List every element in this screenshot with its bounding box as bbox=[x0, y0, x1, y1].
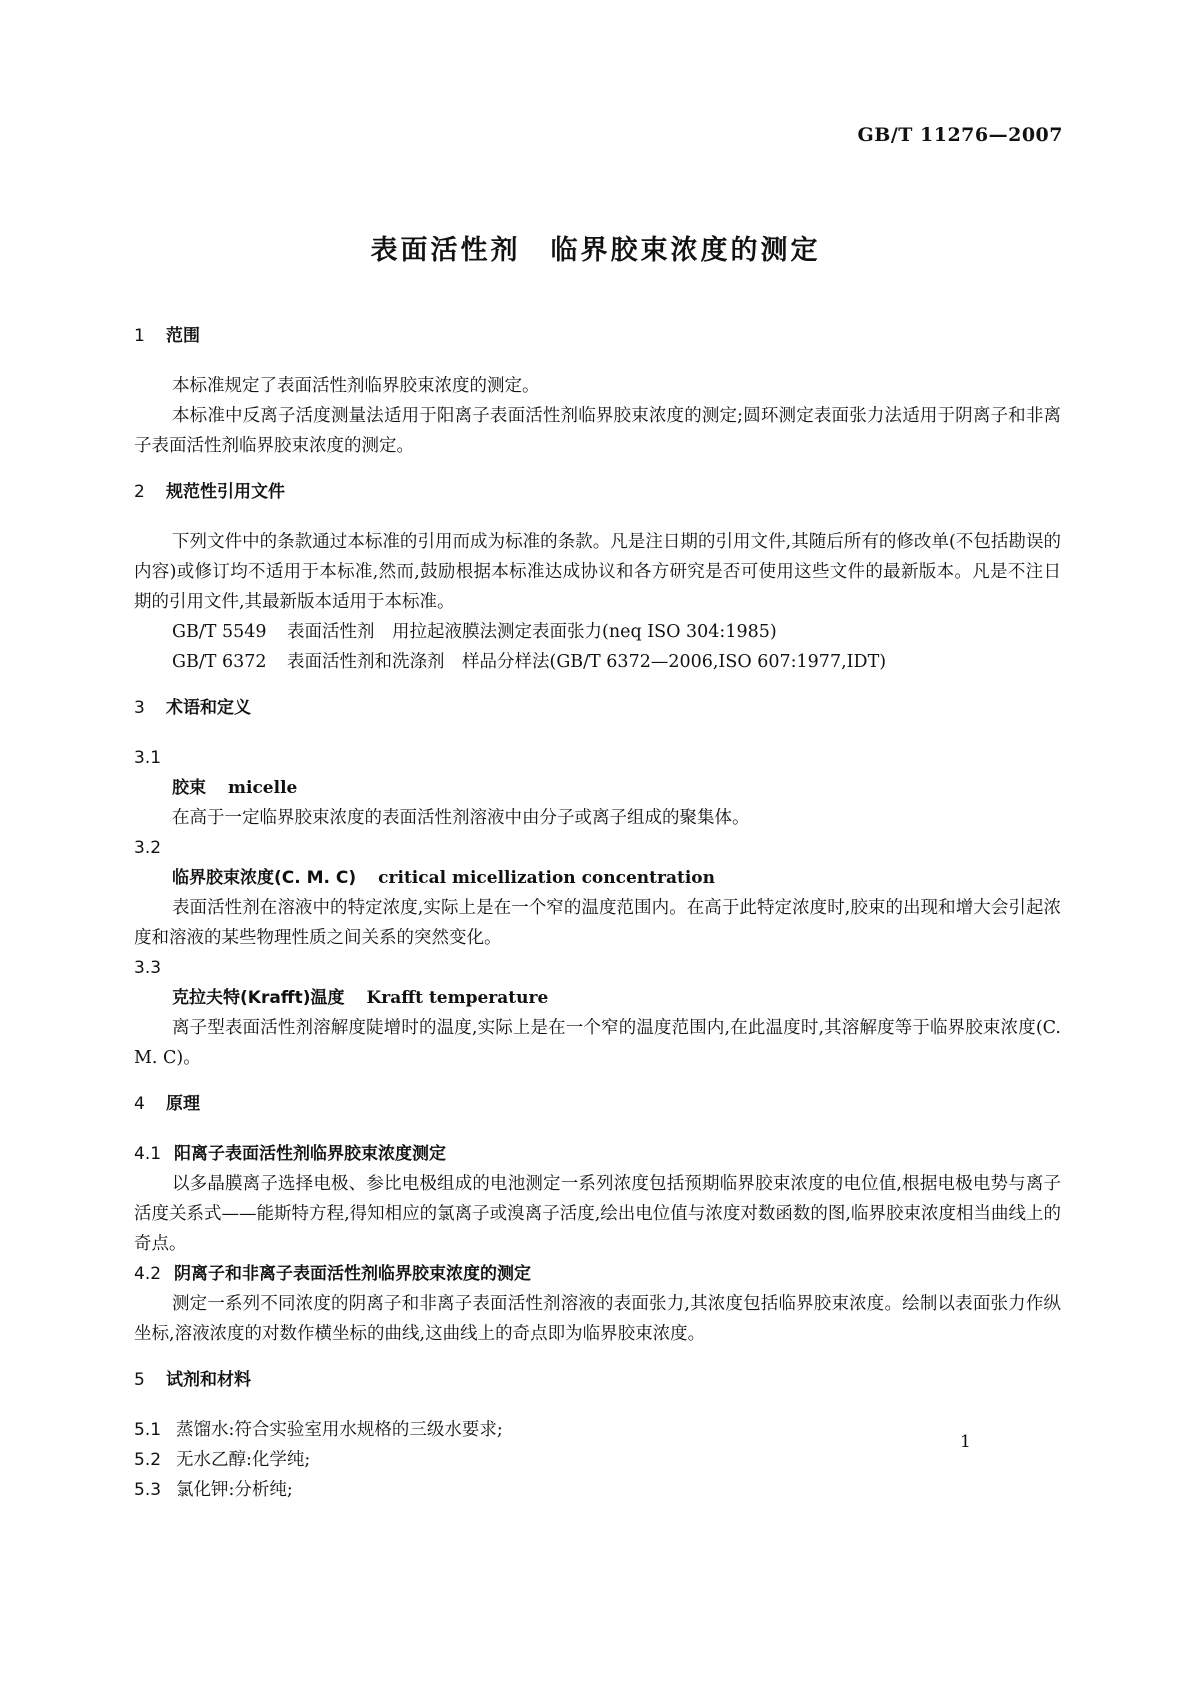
term-definition: 离子型表面活性剂溶解度陡增时的温度,实际上是在一个窄的温度范围内,在此温度时,其溶解度等于临界胶束浓度(C. M. C)。 bbox=[134, 1018, 1061, 1068]
section-3-heading: 3 术语和定义 bbox=[134, 698, 251, 718]
term-definition: 表面活性剂在溶液中的特定浓度,实际上是在一个窄的温度范围内。在高于此特定浓度时,胶束的出现和增大会引起浓度和溶液的某些物理性质之间关系的突然变化。 bbox=[134, 898, 1061, 948]
document-body bbox=[134, 323, 1061, 1505]
term-heading: 克拉夫特(Krafft)温度 Krafft temperature bbox=[172, 988, 549, 1008]
subsection-text: 以多晶膜离子选择电极、参比电极组成的电池测定一系列浓度包括预期临界胶束浓度的电位值,根据电极电势与离子活度关系式——能斯特方程,得知相应的氯离子或溴离子活度,绘出电位值与浓度对数函数的图,临界胶束浓度相当曲线上的奇点。 bbox=[134, 1174, 1061, 1254]
subsection-heading: 4.1 阳离子表面活性剂临界胶束浓度测定 bbox=[134, 1144, 446, 1164]
list-item: 5.2 无水乙醇:化学纯; bbox=[134, 1450, 311, 1470]
term-heading: 胶束 micelle bbox=[172, 778, 298, 798]
term-heading: 临界胶束浓度(C. M. C) critical micellization concentration bbox=[172, 868, 715, 888]
normative-reference: GB/T 5549 表面活性剂 用拉起液膜法测定表面张力(neq ISO 304:1985) bbox=[172, 622, 777, 642]
normative-reference: GB/T 6372 表面活性剂和洗涤剂 样品分样法(GB/T 6372—2006,ISO 607:1977,IDT) bbox=[172, 652, 887, 672]
term-definition: 在高于一定临界胶束浓度的表面活性剂溶液中由分子或离子组成的聚集体。 bbox=[172, 808, 750, 828]
document-title: 表面活性剂 临界胶束浓度的测定 bbox=[370, 235, 821, 266]
term-number: 3.3 bbox=[134, 958, 162, 978]
section-1-para-1: 本标准规定了表面活性剂临界胶束浓度的测定。 bbox=[172, 376, 540, 396]
list-item: 5.1 蒸馏水:符合实验室用水规格的三级水要求; bbox=[134, 1420, 503, 1440]
subsection-text: 测定一系列不同浓度的阴离子和非离子表面活性剂溶液的表面张力,其浓度包括临界胶束浓度。绘制以表面张力作纵坐标,溶液浓度的对数作横坐标的曲线,这曲线上的奇点即为临界胶束浓度。 bbox=[134, 1294, 1061, 1344]
page-number: 1 bbox=[960, 1432, 971, 1452]
section-2-para-1: 下列文件中的条款通过本标准的引用而成为标准的条款。凡是注日期的引用文件,其随后所有的修改单(不包括勘误的内容)或修订均不适用于本标准,然而,鼓励根据本标准达成协议和各方研究是否可使用这些文件的最新版本。凡是不注日期的引用文件,其最新版本适用于本标准。 bbox=[134, 532, 1061, 612]
term-number: 3.2 bbox=[134, 838, 162, 858]
standard-number: GB/T 11276—2007 bbox=[857, 124, 1063, 146]
list-item: 5.3 氯化钾:分析纯; bbox=[134, 1480, 293, 1500]
section-4-heading: 4 原理 bbox=[134, 1094, 200, 1114]
section-2-heading: 2 规范性引用文件 bbox=[134, 482, 285, 502]
section-1-para-2: 本标准中反离子活度测量法适用于阳离子表面活性剂临界胶束浓度的测定;圆环测定表面张力法适用于阴离子和非离子表面活性剂临界胶束浓度的测定。 bbox=[134, 406, 1061, 456]
section-5-heading: 5 试剂和材料 bbox=[134, 1370, 251, 1390]
term-number: 3.1 bbox=[134, 748, 162, 768]
subsection-heading: 4.2 阴离子和非离子表面活性剂临界胶束浓度的测定 bbox=[134, 1264, 531, 1284]
section-1-heading: 1 范围 bbox=[134, 326, 200, 346]
